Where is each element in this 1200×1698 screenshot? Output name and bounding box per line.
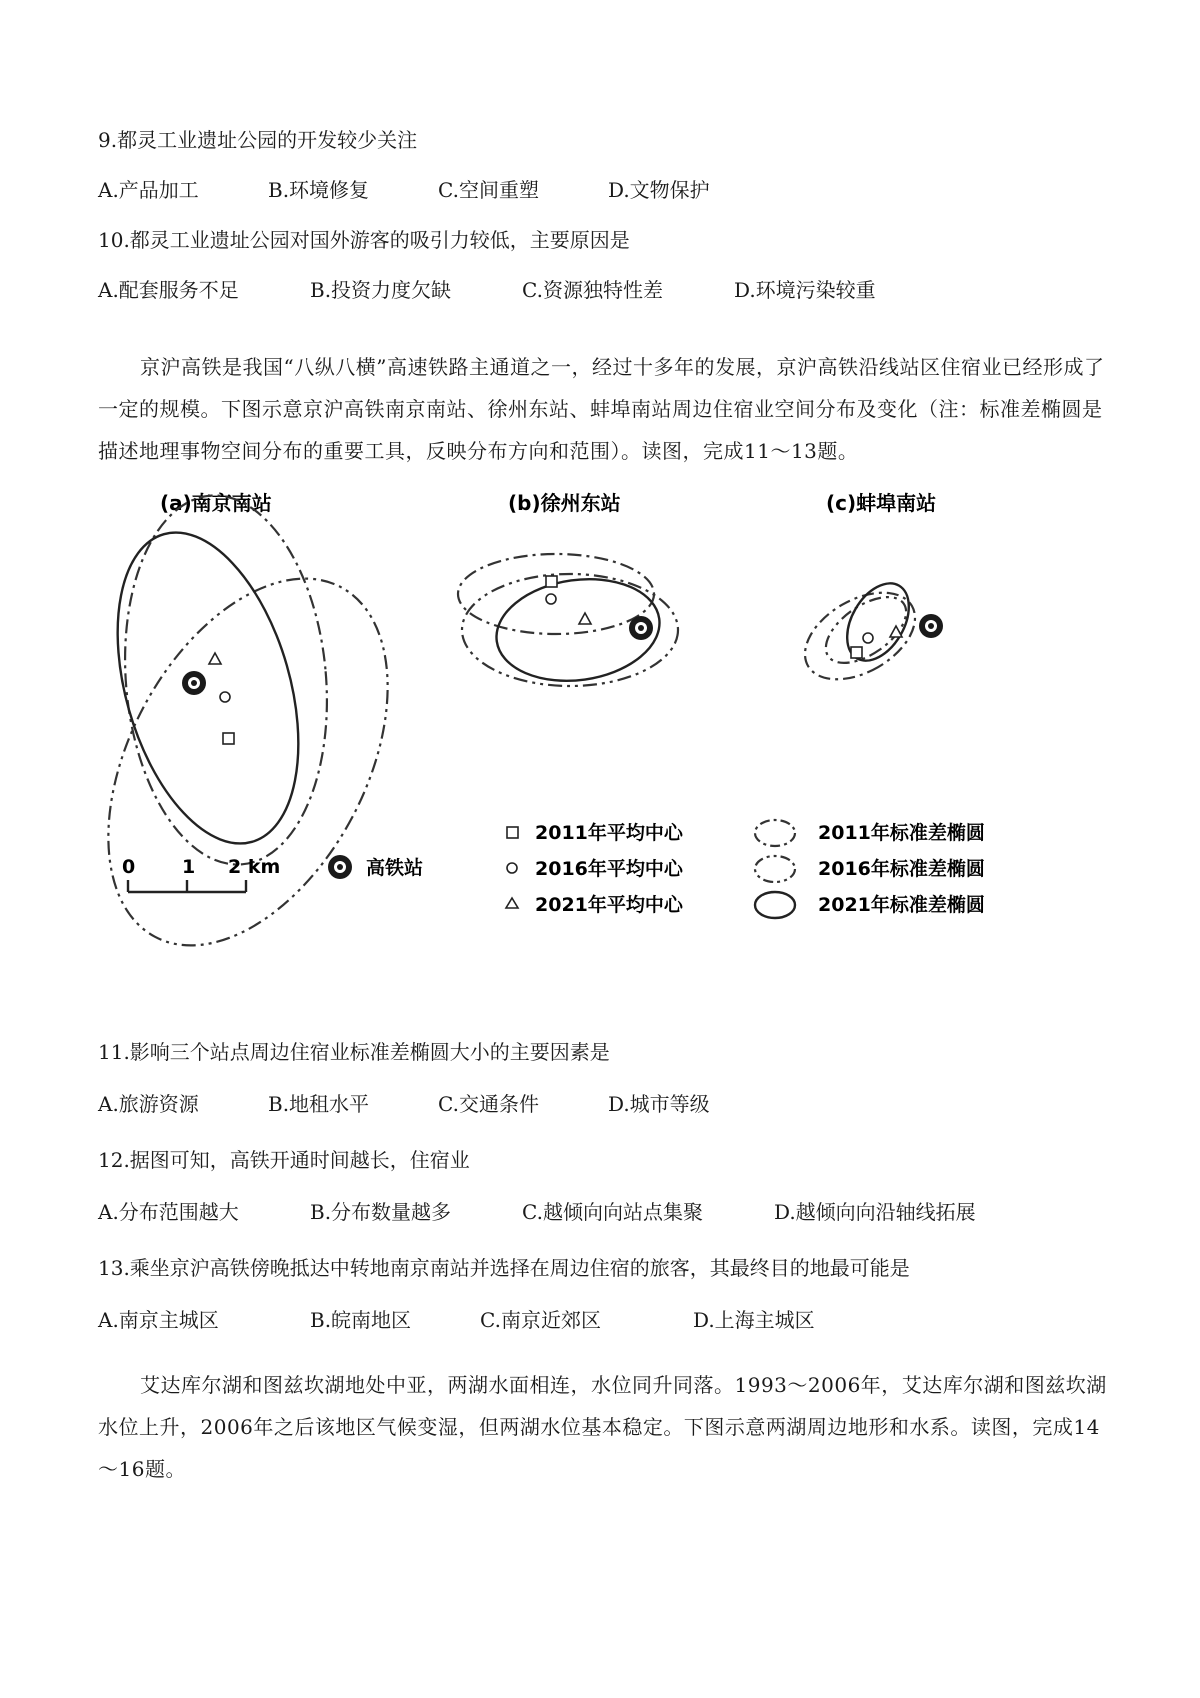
q11-option-b: B.地租水平: [268, 1092, 370, 1116]
scale-label-1: 1: [182, 856, 196, 878]
scale-bar: [122, 856, 280, 892]
q9-option-a: A.产品加工: [98, 178, 199, 202]
question-12-stem: 12.据图可知，高铁开通时间越长，住宿业: [98, 1148, 470, 1172]
panel-title-xuzhou: (b)徐州东站: [508, 491, 621, 515]
center-2016-xuzhou: [546, 594, 556, 604]
q10-option-a: A.配套服务不足: [98, 278, 239, 302]
ellipse-2021-nanjing: [85, 512, 331, 865]
center-2021-bengbu: [890, 626, 902, 637]
q12-option-b: B.分布数量越多: [310, 1200, 452, 1224]
scale-label-0: 0: [122, 856, 136, 878]
legend-ellipse-2011: 2011年标准差椭圆: [818, 822, 985, 844]
rail-station-bengbu: [919, 614, 943, 638]
ellipse-2011-xuzhou: [458, 554, 654, 634]
ellipse-2021-bengbu: [834, 573, 921, 672]
ellipse-2011-bengbu: [790, 575, 930, 697]
q11-option-c: C.交通条件: [438, 1092, 539, 1116]
q13-option-a: A.南京主城区: [98, 1308, 219, 1332]
center-2021-xuzhou: [579, 613, 591, 624]
q9-option-c: C.空间重塑: [438, 178, 539, 202]
ellipse-2016-nanjing: [51, 532, 445, 992]
legend-centers: [506, 821, 684, 916]
question-9-stem: 9.都灵工业遗址公园的开发较少关注: [98, 128, 418, 152]
q12-option-c: C.越倾向向站点集聚: [522, 1200, 703, 1224]
panel-bengbu: [790, 573, 943, 698]
panel-xuzhou: [458, 554, 678, 691]
panel-nanjing: [51, 487, 445, 992]
legend-ellipse-2016: 2016年标准差椭圆: [818, 858, 985, 880]
q13-option-b: B.皖南地区: [310, 1308, 412, 1332]
legend-center-2011: 2011年平均中心: [535, 822, 683, 844]
q9-option-d: D.文物保护: [608, 178, 710, 202]
station-figure: [0, 480, 1200, 1040]
panel-title-nanjing: (a)南京南站: [160, 491, 272, 515]
legend-station: [328, 855, 423, 879]
q10-option-b: B.投资力度欠缺: [310, 278, 452, 302]
q11-option-a: A.旅游资源: [98, 1092, 199, 1116]
panel-title-bengbu: (c)蚌埠南站: [826, 491, 937, 515]
q13-option-d: D.上海主城区: [693, 1308, 815, 1332]
center-2011-bengbu: [851, 647, 862, 658]
center-2016-bengbu: [863, 633, 873, 643]
q13-option-c: C.南京近郊区: [480, 1308, 601, 1332]
q11-option-d: D.城市等级: [608, 1092, 710, 1116]
scale-label-2km: 2 km: [228, 856, 281, 878]
legend-center-2021: 2021年平均中心: [535, 894, 683, 916]
legend-center-2016: 2016年平均中心: [535, 858, 683, 880]
question-10-stem: 10.都灵工业遗址公园对国外游客的吸引力较低，主要原因是: [98, 228, 630, 252]
rail-station-nanjing: [182, 671, 206, 695]
q10-option-d: D.环境污染较重: [734, 278, 876, 302]
q9-option-b: B.环境修复: [268, 178, 370, 202]
rail-station-xuzhou: [629, 616, 653, 640]
q12-option-a: A.分布范围越大: [98, 1200, 239, 1224]
center-2011-xuzhou: [546, 576, 557, 587]
center-2021-nanjing: [209, 653, 221, 664]
center-2011-nanjing: [223, 733, 234, 744]
legend-ellipse-2021: 2021年标准差椭圆: [818, 894, 985, 916]
legend-station-label: 高铁站: [366, 857, 424, 879]
center-2016-nanjing: [220, 692, 230, 702]
passage-railway: 京沪高铁是我国“八纵八横”高速铁路主通道之一，经过十多年的发展，京沪高铁沿线站区住宿业已经形成了一定的规模。下图示意京沪高铁南京南站、徐州东站、蚌埠南站周边住宿业空间分布及变化（注：标准差椭圆是描述地理事物空间分布的重要工具，反映分布方向和范围）。读图，完成11～13题。: [98, 355, 1105, 463]
passage-lakes: 艾达库尔湖和图兹坎湖地处中亚，两湖水面相连，水位同升同落。1993～2006年，艾达库尔湖和图兹坎湖水位上升，2006年之后该地区气候变湿，但两湖水位基本稳定。下图示意两湖周边地形和水系。读图，完成14～16题。: [98, 1373, 1107, 1481]
legend-ellipses: [755, 820, 985, 918]
q10-option-c: C.资源独特性差: [522, 278, 663, 302]
question-13-stem: 13.乘坐京沪高铁傍晚抵达中转地南京南站并选择在周边住宿的旅客，其最终目的地最可能是: [98, 1256, 910, 1280]
question-11-stem: 11.影响三个站点周边住宿业标准差椭圆大小的主要因素是: [98, 1040, 610, 1064]
q12-option-d: D.越倾向向沿轴线拓展: [774, 1200, 976, 1224]
